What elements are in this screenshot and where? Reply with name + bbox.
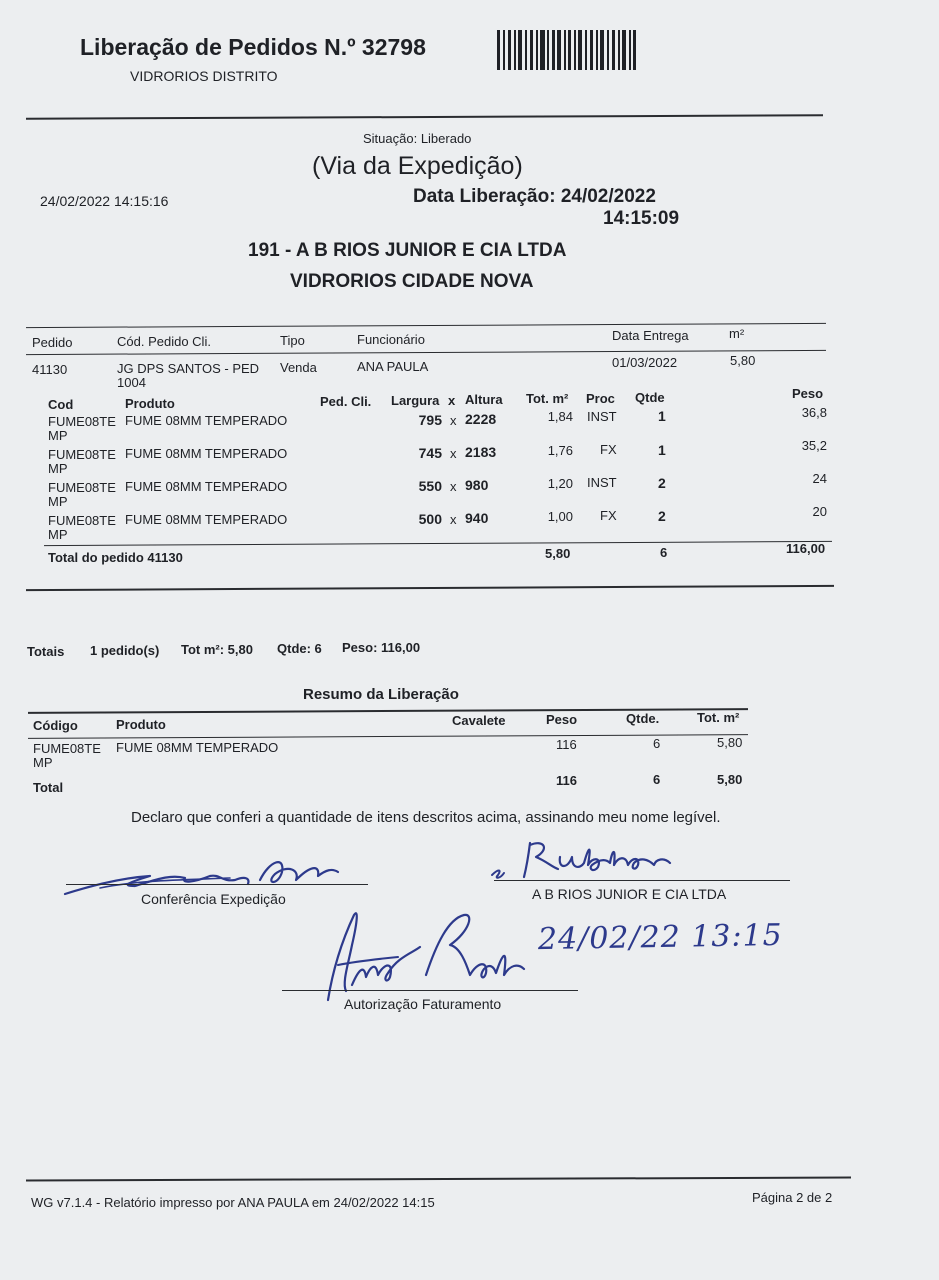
item-peso: 20 bbox=[812, 504, 827, 519]
summary-codigo-suffix: MP bbox=[33, 755, 53, 770]
item-cod-suffix: MP bbox=[48, 461, 68, 476]
item-tot-m2: 1,84 bbox=[547, 409, 573, 424]
item-cod-suffix: MP bbox=[48, 494, 68, 509]
handwritten-date: 24/02/22 13:15 bbox=[537, 917, 784, 958]
summary-total-peso: 116 bbox=[556, 773, 577, 788]
item-proc: FX bbox=[600, 442, 617, 457]
summary-total-qtde: 6 bbox=[653, 772, 661, 787]
summary-header-divider bbox=[28, 734, 748, 739]
item-peso: 24 bbox=[812, 471, 827, 486]
order-m2: 5,80 bbox=[730, 353, 756, 368]
order-total-divider bbox=[44, 541, 832, 546]
item-proc: INST bbox=[587, 475, 617, 490]
order-bottom-divider bbox=[26, 585, 834, 591]
item-cod-suffix: MP bbox=[48, 527, 68, 542]
item-cod: FUME08TE bbox=[48, 513, 116, 528]
summary-title: Resumo da Liberação bbox=[303, 686, 459, 703]
item-tot-m2: 1,76 bbox=[547, 443, 573, 458]
item-qtde: 1 bbox=[658, 408, 666, 424]
order-top-divider bbox=[26, 323, 826, 328]
items-col-altura: Altura bbox=[465, 392, 503, 407]
order-client-code-1: JG DPS SANTOS - PED bbox=[117, 361, 260, 376]
col-data-entrega: Data Entrega bbox=[612, 328, 689, 343]
items-col-qtde: Qtde bbox=[635, 390, 665, 405]
item-tot-m2: 1,00 bbox=[547, 509, 573, 524]
summary-col-cavalete: Cavalete bbox=[452, 713, 506, 728]
order-number: 41130 bbox=[32, 362, 68, 377]
print-datetime: 24/02/2022 14:15:16 bbox=[40, 193, 169, 209]
footer-printed-by: WG v7.1.4 - Relatório impresso por ANA PAULA em 24/02/2022 14:15 bbox=[31, 1195, 435, 1210]
item-proc: FX bbox=[600, 508, 617, 523]
order-employee: ANA PAULA bbox=[357, 359, 429, 374]
item-tot-m2: 1,20 bbox=[547, 476, 573, 491]
summary-produto: FUME 08MM TEMPERADO bbox=[116, 740, 279, 755]
item-height: 2183 bbox=[465, 444, 497, 460]
totals-qtde: Qtde: 6 bbox=[277, 641, 322, 656]
totals-orders: 1 pedido(s) bbox=[90, 643, 160, 658]
document-title: Liberação de Pedidos N.º 32798 bbox=[80, 34, 426, 60]
summary-codigo: FUME08TE bbox=[33, 741, 101, 756]
barcode-graphic bbox=[497, 30, 637, 70]
item-x: x bbox=[450, 512, 457, 527]
order-total-peso: 116,00 bbox=[786, 541, 826, 556]
col-pedido: Pedido bbox=[32, 335, 73, 350]
customer-name: 191 - A B RIOS JUNIOR E CIA LTDA bbox=[248, 240, 567, 261]
release-date: Data Liberação: 24/02/2022 bbox=[413, 186, 656, 207]
item-qtde: 2 bbox=[658, 508, 666, 524]
summary-col-peso: Peso bbox=[546, 712, 578, 727]
signature-line-autorizacao bbox=[282, 990, 578, 991]
item-width: 795 bbox=[418, 412, 442, 428]
items-col-proc: Proc bbox=[586, 391, 615, 406]
items-col-ped-cli: Ped. Cli. bbox=[320, 394, 372, 409]
footer-divider bbox=[26, 1177, 851, 1182]
summary-total-tot-m2: 5,80 bbox=[717, 772, 743, 787]
order-type: Venda bbox=[280, 360, 317, 375]
col-funcionario: Funcionário bbox=[357, 332, 425, 347]
item-x: x bbox=[450, 413, 457, 428]
page-number: Página 2 de 2 bbox=[752, 1190, 833, 1205]
item-product: FUME 08MM TEMPERADO bbox=[125, 479, 288, 494]
item-qtde: 1 bbox=[658, 442, 666, 458]
order-total-m2: 5,80 bbox=[545, 546, 571, 561]
col-tipo: Tipo bbox=[280, 333, 305, 348]
empresa-label: A B RIOS JUNIOR E CIA LTDA bbox=[532, 886, 727, 902]
summary-col-codigo: Código bbox=[33, 718, 78, 733]
items-col-peso: Peso bbox=[792, 386, 824, 401]
summary-tot-m2: 5,80 bbox=[717, 735, 743, 750]
item-height: 2228 bbox=[465, 411, 497, 427]
item-proc: INST bbox=[587, 409, 617, 424]
item-product: FUME 08MM TEMPERADO bbox=[125, 413, 288, 428]
summary-col-produto: Produto bbox=[116, 717, 166, 732]
order-delivery-date: 01/03/2022 bbox=[612, 355, 678, 370]
summary-col-qtde: Qtde. bbox=[626, 711, 660, 726]
summary-qtde: 6 bbox=[653, 736, 661, 751]
barcode bbox=[497, 30, 637, 70]
item-peso: 36,8 bbox=[801, 405, 827, 420]
autorizacao-label: Autorização Faturamento bbox=[344, 996, 502, 1012]
declaration-text: Declaro que conferi a quantidade de itens descritos acima, assinando meu nome legível. bbox=[131, 809, 721, 826]
item-height: 940 bbox=[465, 510, 489, 526]
summary-peso: 116 bbox=[556, 737, 577, 752]
col-m2: m² bbox=[729, 326, 745, 341]
items-col-largura: Largura bbox=[391, 393, 440, 408]
item-peso: 35,2 bbox=[801, 438, 827, 453]
order-header-divider bbox=[26, 350, 826, 355]
totals-peso: Peso: 116,00 bbox=[342, 640, 421, 655]
item-width: 745 bbox=[418, 445, 442, 461]
item-x: x bbox=[450, 446, 457, 461]
status-label: Situação: Liberado bbox=[363, 131, 472, 146]
item-qtde: 2 bbox=[658, 475, 666, 491]
totals-label: Totais bbox=[27, 644, 65, 659]
signature-empresa bbox=[488, 835, 688, 885]
item-cod: FUME08TE bbox=[48, 447, 116, 462]
order-total-label: Total do pedido 41130 bbox=[48, 550, 183, 565]
release-time: 14:15:09 bbox=[603, 208, 680, 229]
col-cod-pedido-cli: Cód. Pedido Cli. bbox=[117, 334, 211, 349]
items-col-cod: Cod bbox=[48, 397, 74, 412]
item-product: FUME 08MM TEMPERADO bbox=[125, 512, 288, 527]
item-height: 980 bbox=[465, 477, 489, 493]
conferencia-label: Conferência Expedição bbox=[141, 891, 286, 907]
item-product: FUME 08MM TEMPERADO bbox=[125, 446, 288, 461]
item-x: x bbox=[450, 479, 457, 494]
order-total-qtde: 6 bbox=[660, 545, 668, 560]
signature-line-empresa bbox=[494, 880, 790, 881]
signature-line-conferencia bbox=[66, 884, 368, 885]
order-client-code-2: 1004 bbox=[117, 375, 146, 390]
summary-total-label: Total bbox=[33, 780, 64, 795]
summary-col-tot-m2: Tot. m² bbox=[697, 710, 740, 725]
header-divider bbox=[26, 114, 823, 119]
items-col-tot-m2: Tot. m² bbox=[526, 391, 569, 406]
items-col-x: x bbox=[448, 393, 456, 408]
via-label: (Via da Expedição) bbox=[312, 152, 523, 180]
item-cod-suffix: MP bbox=[48, 428, 68, 443]
item-cod: FUME08TE bbox=[48, 480, 116, 495]
totals-m2: Tot m²: 5,80 bbox=[181, 642, 253, 657]
item-cod: FUME08TE bbox=[48, 414, 116, 429]
branch-name: VIDRORIOS DISTRITO bbox=[130, 68, 278, 84]
items-col-produto: Produto bbox=[125, 396, 175, 411]
item-width: 550 bbox=[418, 478, 442, 494]
store-name: VIDRORIOS CIDADE NOVA bbox=[290, 271, 534, 292]
item-width: 500 bbox=[418, 511, 442, 527]
